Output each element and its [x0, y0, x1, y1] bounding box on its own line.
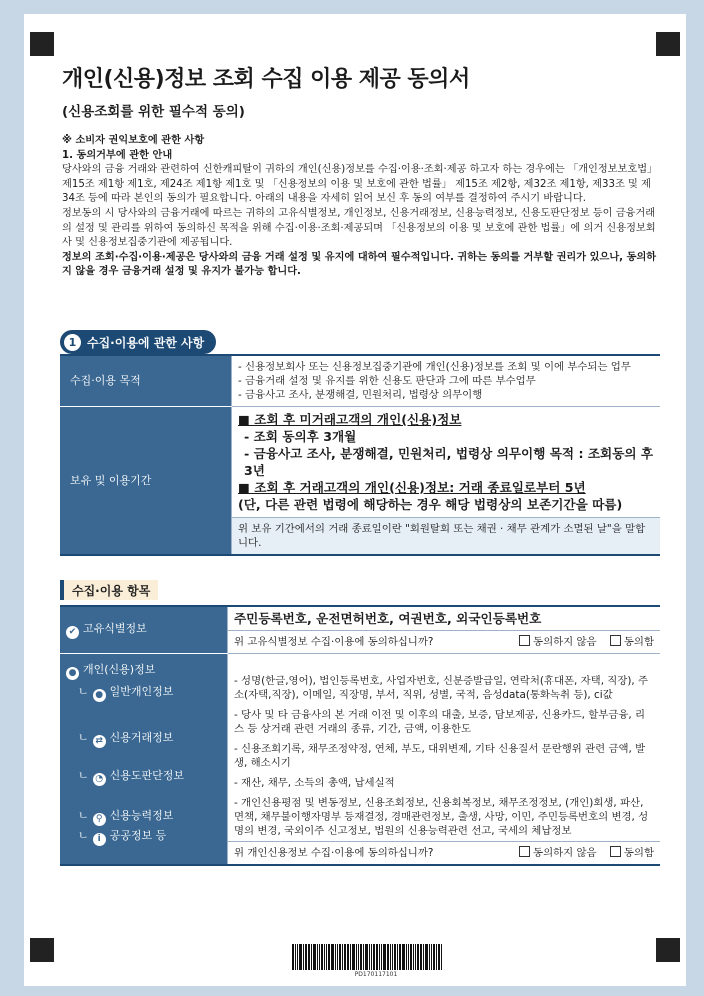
notice-paragraph: 정보동의 시 당사와의 금융거래에 따르는 귀하의 고유식별정보, 개인정보, 신용거래정보, 신용능력정보, 신용도판단정보 등이 금융거래의 설정 및 관리를 위하여 동의하신 목적을 위해 수집·이용·조회·제공되며 「신용정보의 이용 및 보호에 관한 법률」에 의거 신용정보회사 및 신용정보집중기관에 제공됩니다.: [62, 207, 656, 249]
period-line: ■ 조회 후 거래고객의 개인(신용)정보: 거래 종료일로부터 5년: [238, 480, 586, 495]
barcode-bar: [415, 944, 416, 970]
personal-item: - 당사 및 타 금융사의 본 거래 이전 및 이후의 대출, 보증, 담보제공, 신용카드, 할부금융, 리스 등 상거래 관련 거래의 종류, 기간, 금액, 이용한도: [234, 709, 646, 735]
barcode-bar: [387, 944, 389, 970]
unique-id-consent-row: [228, 631, 661, 654]
barcode-bar: [425, 944, 428, 970]
collection-items-table: [60, 605, 660, 866]
purpose-content: [232, 355, 661, 407]
barcode-bar: [352, 944, 355, 970]
gauge-icon: ◔: [93, 773, 106, 786]
barcode-bar: [371, 944, 372, 970]
barcode-bar: [292, 944, 294, 970]
document-subtitle: (신용조회를 위한 필수적 동의): [62, 104, 245, 120]
corner-mark: [30, 938, 54, 962]
unique-deny-checkbox[interactable]: [519, 635, 530, 646]
section2-header: 수집·이용 항목: [60, 580, 158, 600]
barcode-bar: [390, 944, 391, 970]
barcode-bar: [417, 944, 419, 970]
purpose-label: 수집·이용 목적: [60, 355, 232, 407]
barcode-bar: [397, 944, 398, 970]
notice-paragraph: 당사와의 금융 거래와 관련하여 신한캐피탈이 귀하의 개인(신용)정보를 수집·이용·조회·제공 하고자 하는 경우에는 「개인정보보호법」 제15조 제1항 제1호, 제24조 제1항 제1호 및 「신용정보의 이용 및 보호에 관한 법률」 제15조 제2항, 제32조 제1항, 제33조 및 제34조 등에 따라 본인의 동의가 필요합니다. 아래의 내용을 자세히 읽어 보신 후 동의 여부를 결정하여 주시기 바랍니다.: [62, 164, 658, 205]
personal-deny-checkbox[interactable]: [519, 846, 530, 857]
period-line: - 조회 동의후 3개월: [244, 429, 357, 444]
personal-item: - 신용조회기록, 채무조정약정, 연체, 부도, 대위변제, 기타 신용질서 문란행위 관련 금액, 발생, 해소시기: [234, 743, 646, 769]
document-title: 개인(신용)정보 조회 수집 이용 제공 동의서: [62, 67, 470, 92]
barcode-bar: [313, 944, 316, 970]
section1-title: 수집·이용에 관한 사항: [87, 335, 205, 350]
barcode-bar: [331, 944, 334, 970]
barcode-bar: [299, 944, 302, 970]
user-icon: ●: [93, 689, 106, 702]
personal-question: 위 개인신용정보 수집·이용에 동의하십니까?: [234, 847, 434, 859]
barcode-bar: [413, 944, 414, 970]
barcode-bar: [438, 944, 440, 970]
purpose-item: - 금융사고 조사, 분쟁해결, 민원처리, 법령상 의무이행: [238, 389, 483, 401]
barcode-bar: [394, 944, 396, 970]
barcode-bar: [335, 944, 336, 970]
notice-heading: ※ 소비자 권익보호에 관한 사항: [62, 135, 205, 146]
barcode-bar: [410, 944, 412, 970]
barcode-bar: [420, 944, 422, 970]
personal-info-label: ● 개인(신용)정보 ㄴ ● 일반개인정보 ㄴ ⇄ 신용거래정보 ㄴ ◔ 신용도판단정보 ㄴ ⚲ 신용능력정보 ㄴ i 공공정보 등: [60, 654, 228, 866]
barcode-bar: [360, 944, 362, 970]
shield-icon: ✔: [66, 626, 79, 639]
search-icon: ⚲: [93, 813, 106, 826]
exchange-icon: ⇄: [93, 735, 106, 748]
barcode-bar: [311, 944, 312, 970]
agree-label: 동의함: [623, 636, 654, 648]
barcode-bar: [347, 944, 349, 970]
barcode-bar: [344, 944, 346, 970]
unique-agree-checkbox[interactable]: [610, 635, 621, 646]
barcode-bar: [373, 944, 375, 970]
person-icon: ●: [66, 667, 79, 680]
personal-item: - 개인신용평점 및 변동정보, 신용조회정보, 신용회복정보, 채무조정정보, (개인)회생, 파산, 면책, 채무불이행자명부 등재결정, 경매관련정보, 출생, 사망, 이민, 주민등록번호의 변경, 성명의 변경, 국외이주 신고정보, 법원의 신용능력관련 선고, 국세의 체납정보: [234, 797, 649, 837]
barcode-bar: [319, 944, 320, 970]
section1-header: [60, 330, 216, 354]
purpose-item: - 금융거래 설정 및 유지를 위한 신용도 판단과 그에 따른 부수업무: [238, 375, 536, 387]
barcode-bar: [441, 944, 442, 970]
barcode-bar: [305, 944, 307, 970]
barcode-bar: [317, 944, 318, 970]
personal-item: - 성명(한글,영어), 법인등록번호, 사업자번호, 신분증발급일, 연락처(휴대폰, 자택, 직장), 주소(자택,직장), 이메일, 직장명, 부서, 직위, 성별, 국적, 음성data(통화녹취 등), ci값: [234, 675, 649, 701]
barcode-bar: [342, 944, 343, 970]
barcode-bar: [399, 944, 401, 970]
personal-consent-row: [228, 842, 661, 866]
barcode-bar: [363, 944, 364, 970]
barcode-bar: [406, 944, 407, 970]
notice-block: [62, 134, 660, 280]
period-label: 보유 및 이용기간: [60, 407, 232, 556]
personal-item: - 재산, 채무, 소득의 총액, 납세실적: [234, 777, 395, 789]
period-note: 위 보유 기간에서의 거래 종료일이란 "회원탈회 또는 채권 · 채무 관계가 소멸된 날"을 말합니다.: [232, 518, 661, 556]
unique-id-label: ✔ 고유식별정보: [60, 606, 228, 654]
period-content: [232, 407, 661, 518]
barcode-bar: [365, 944, 368, 970]
personal-info-items: [228, 654, 661, 842]
barcode-bar: [408, 944, 409, 970]
corner-mark: [656, 32, 680, 56]
notice-item-heading: 1. 동의거부에 관한 안내: [62, 149, 173, 161]
barcode-bar: [326, 944, 327, 970]
document-page: [24, 14, 686, 986]
barcode-bar: [339, 944, 341, 970]
unique-id-question: 위 고유식별정보 수집·이용에 동의하십니까?: [234, 636, 434, 648]
barcode-bar: [431, 944, 432, 970]
unique-id-items: 주민등록번호, 운전면허번호, 여권번호, 외국인등록번호: [228, 606, 661, 631]
personal-agree-checkbox[interactable]: [610, 846, 621, 857]
barcode-bar: [324, 944, 325, 970]
barcode-bar: [337, 944, 338, 970]
agree-label: 동의함: [623, 847, 654, 859]
period-line: - 금융사고 조사, 분쟁해결, 민원처리, 법령상 의무이행 목적 : 조회동의 후 3년: [244, 446, 654, 478]
barcode-bar: [369, 944, 370, 970]
corner-mark: [30, 32, 54, 56]
section-number: 1: [64, 334, 81, 351]
info-icon: i: [93, 833, 106, 846]
barcode-bar: [303, 944, 304, 970]
barcode-bar: [321, 944, 323, 970]
period-line: (단, 다른 관련 법령에 해당하는 경우 해당 법령상의 보존기간을 따름): [238, 497, 623, 512]
purpose-item: - 신용정보회사 또는 신용정보집중기관에 개인(신용)정보를 조회 및 이에 부수되는 업무: [238, 361, 631, 373]
barcode-bar: [423, 944, 424, 970]
barcode-bar: [402, 944, 405, 970]
notice-paragraph-bold: 정보의 조회·수집·이용·제공은 당사와의 금융 거래 설정 및 유지에 대하여 필수적입니다. 귀하는 동의를 거부할 권리가 있으나, 동의하지 않을 경우 금융거래 설정 및 유지가 불가능 합니다.: [62, 251, 657, 278]
barcode-bar: [436, 944, 437, 970]
barcode-bar: [376, 944, 378, 970]
barcode-bar: [328, 944, 330, 970]
barcode-bar: [358, 944, 359, 970]
barcode-bar: [308, 944, 310, 970]
collection-use-table: [60, 354, 660, 556]
barcode-bar: [295, 944, 296, 970]
barcode-bar: [392, 944, 393, 970]
barcode-bar: [297, 944, 298, 970]
corner-mark: [656, 938, 680, 962]
deny-label: 동의하지 않음: [533, 636, 597, 648]
barcode-bar: [356, 944, 357, 970]
period-line: ■ 조회 후 미거래고객의 개인(신용)정보: [238, 412, 462, 427]
barcode: [292, 944, 460, 970]
barcode-bar: [429, 944, 430, 970]
deny-label: 동의하지 않음: [533, 847, 597, 859]
barcode-bar: [379, 944, 380, 970]
barcode-bar: [350, 944, 351, 970]
barcode-text: PD170117101: [354, 971, 398, 978]
barcode-bar: [383, 944, 386, 970]
barcode-bar: [433, 944, 435, 970]
barcode-bar: [381, 944, 382, 970]
